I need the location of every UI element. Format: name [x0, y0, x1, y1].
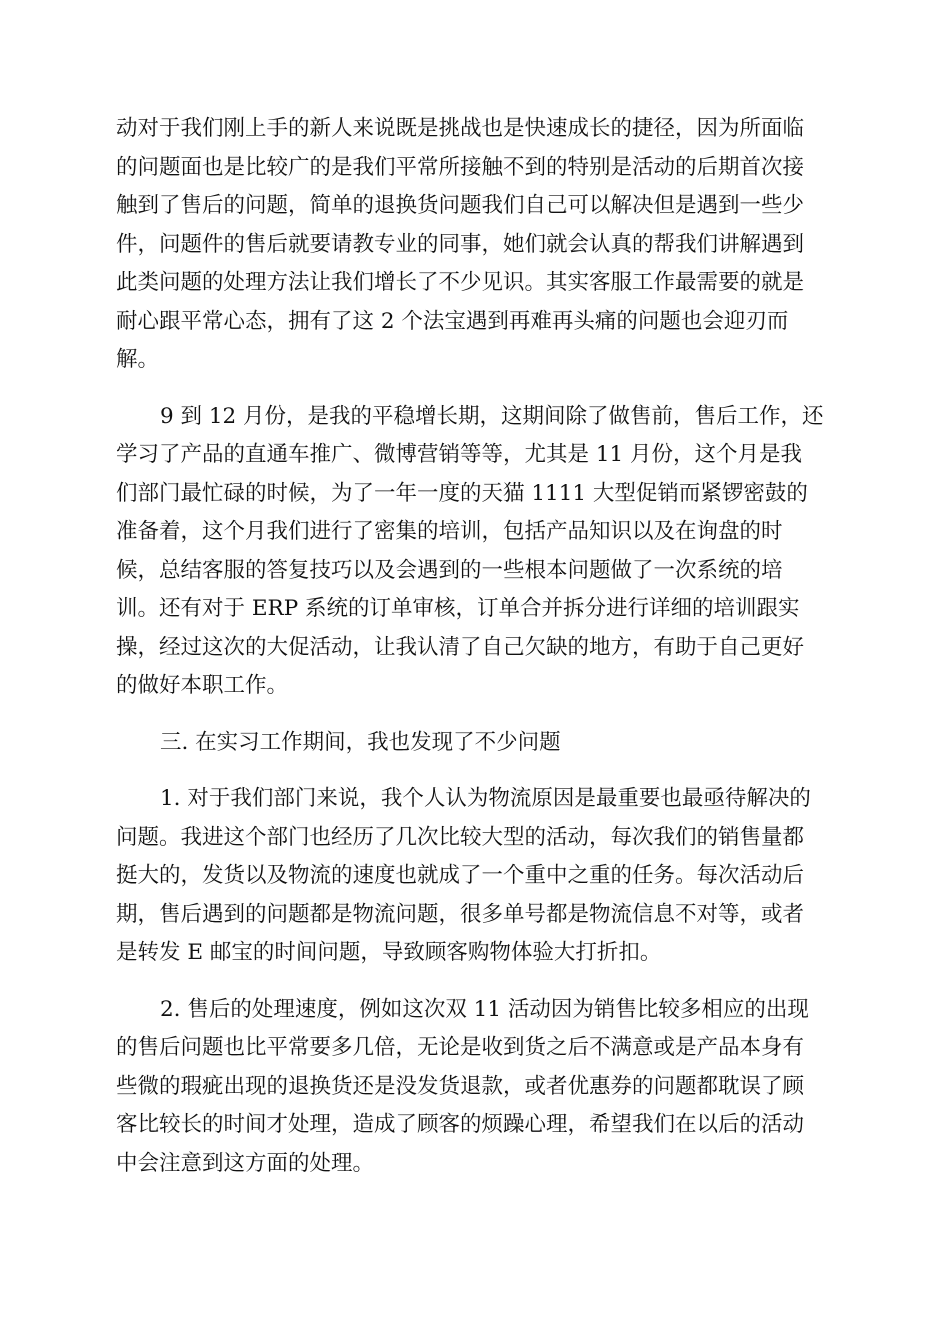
text-line: 中会注意到这方面的处理。: [116, 1150, 375, 1176]
text-line: 件，问题件的售后就要请教专业的同事，她们就会认真的帮我们讲解遇到: [116, 231, 805, 257]
text-line: 准备着，这个月我们进行了密集的培训，包括产品知识以及在询盘的时: [116, 519, 783, 544]
text-line: 触到了售后的问题，简单的退换货问题我们自己可以解决但是遇到一些少: [116, 193, 805, 218]
text-line: 的做好本职工作。: [116, 673, 289, 698]
paragraph-logistics-issue: [116, 780, 832, 973]
text-line: 三. 在实习工作期间，我也发现了不少问题: [160, 729, 561, 755]
text-line: 操，经过这次的大促活动，让我认清了自己欠缺的地方，有助于自己更好: [116, 634, 805, 660]
text-line: 此类问题的处理方法让我们增长了不少见识。其实客服工作最需要的就是: [116, 270, 805, 295]
text-line: 是转发 E 邮宝的时间问题，导致顾客购物体验大打折扣。: [116, 940, 662, 965]
text-line: 耐心跟平常心态，拥有了这 2 个法宝遇到再难再头痛的问题也会迎刃而: [116, 308, 789, 334]
paragraph-growth-period: [116, 398, 832, 706]
text-line: 些微的瑕疵出现的退换货还是没发货退款，或者优惠券的问题都耽误了顾: [116, 1073, 805, 1099]
text-line: 解。: [116, 347, 160, 372]
text-line: 挺大的，发货以及物流的速度也就成了一个重中之重的任务。每次活动后: [116, 863, 805, 888]
paragraph-customer-service: [116, 110, 832, 380]
text-line: 们部门最忙碌的时候，为了一年一度的天猫 1111 大型促销而紧锣密鼓的: [116, 480, 808, 506]
text-line: 训。还有对于 ERP 系统的订单审核，订单合并拆分进行详细的培训跟实: [116, 596, 800, 621]
text-line: 候，总结客服的答复技巧以及会遇到的一些根本问题做了一次系统的培: [116, 557, 783, 583]
text-line: 1. 对于我们部门来说，我个人认为物流原因是最重要也最亟待解决的: [160, 786, 811, 811]
paragraph-after-sales-speed: [116, 991, 832, 1184]
paragraph-gap: [116, 380, 832, 398]
text-line: 的售后问题也比平常要多几倍，无论是收到货之后不满意或是产品本身有: [116, 1035, 805, 1060]
text-line: 的问题面也是比较广的是我们平常所接触不到的特别是活动的后期首次接: [116, 154, 805, 180]
text-line: 2. 售后的处理速度，例如这次双 11 活动因为销售比较多相应的出现: [160, 996, 809, 1022]
paragraph-gap: [116, 973, 832, 991]
text-line: 动对于我们刚上手的新人来说既是挑战也是快速成长的捷径，因为所面临: [116, 116, 805, 141]
section-heading-problems: [116, 724, 832, 763]
text-line: 学习了产品的直通车推广、微博营销等等，尤其是 11 月份，这个月是我: [116, 442, 803, 467]
text-line: 9 到 12 月份，是我的平稳增长期，这期间除了做售前，售后工作，还: [160, 403, 824, 429]
text-line: 问题。我进这个部门也经历了几次比较大型的活动，每次我们的销售量都: [116, 824, 805, 850]
paragraph-gap: [116, 762, 832, 780]
document-body: [116, 110, 832, 1183]
text-line: 期，售后遇到的问题都是物流问题，很多单号都是物流信息不对等，或者: [116, 901, 805, 927]
text-line: 客比较长的时间才处理，造成了顾客的烦躁心理，希望我们在以后的活动: [116, 1112, 805, 1137]
paragraph-gap: [116, 706, 832, 724]
